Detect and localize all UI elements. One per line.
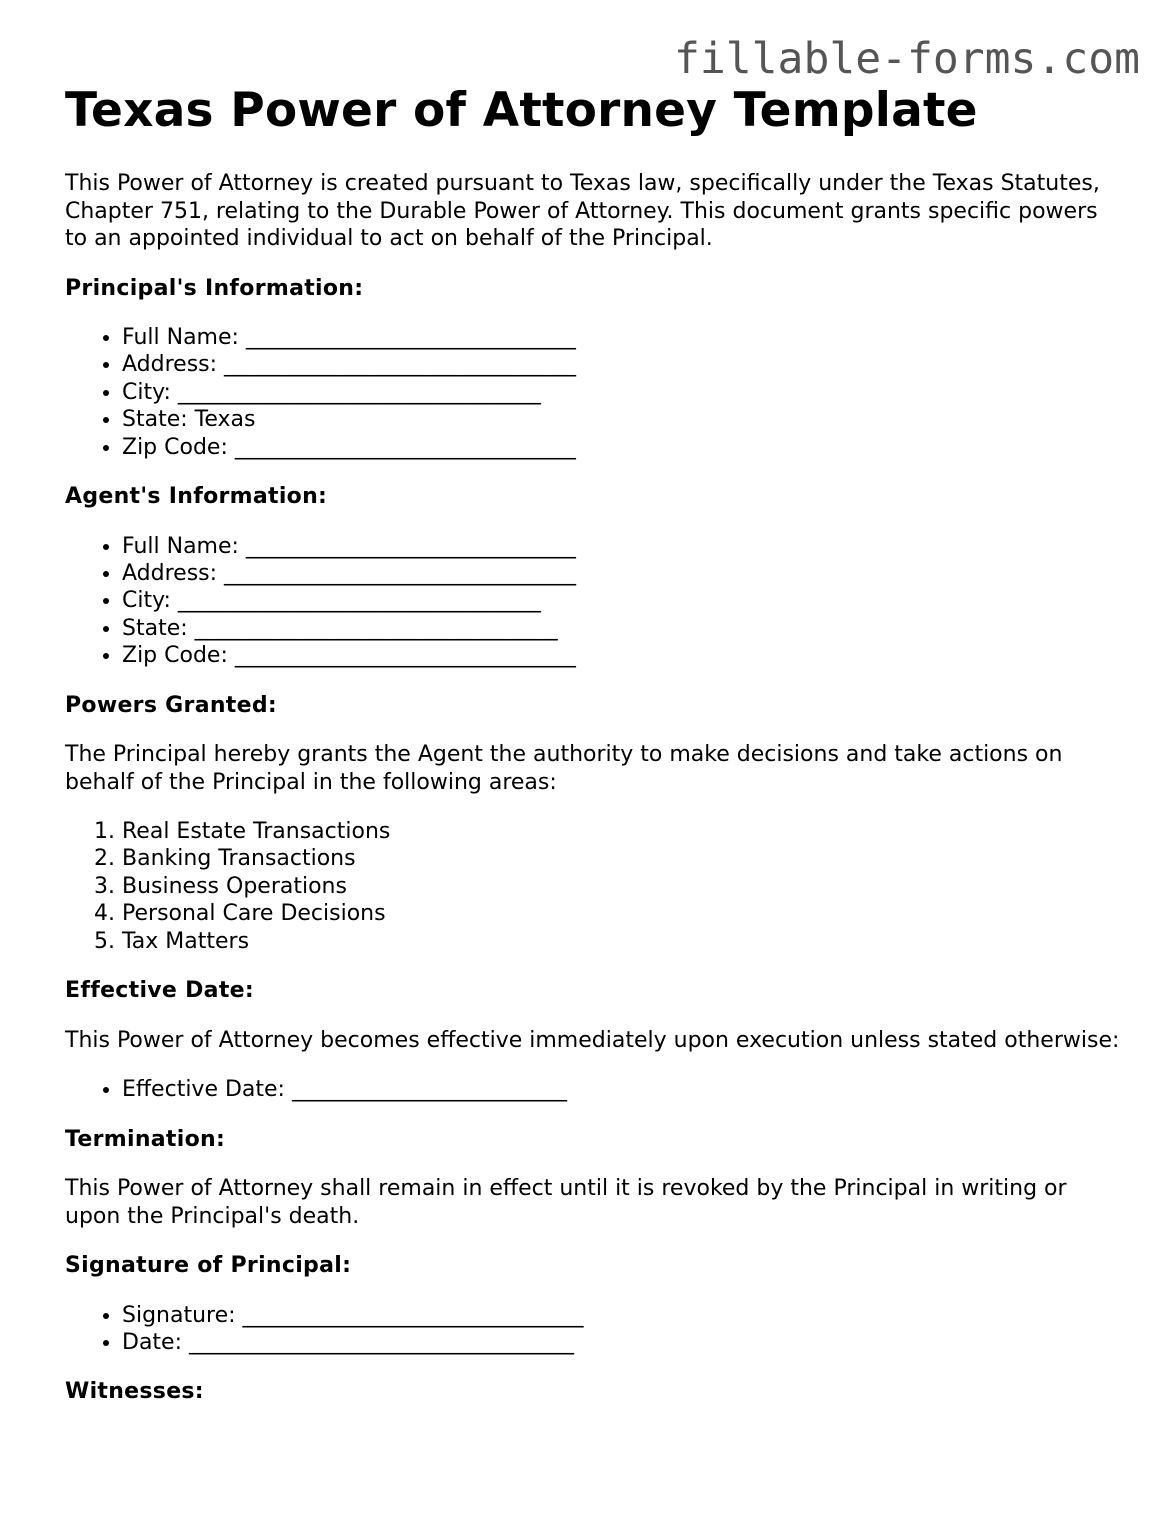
signature-field: • Signature: _______________________________: [122, 1302, 1125, 1329]
power-item: 4. Personal Care Decisions: [122, 900, 1125, 927]
principal-heading: Principal's Information:: [65, 275, 364, 301]
powers-list: [65, 818, 1125, 955]
agent-zip-field: • Zip Code: _______________________________: [122, 642, 1125, 669]
power-item: 3. Business Operations: [122, 873, 1125, 900]
document-page: [65, 82, 1125, 1406]
agent-heading: Agent's Information:: [65, 484, 328, 510]
effective-date-field: • Effective Date: _________________________: [122, 1076, 1125, 1103]
effective-date-list: [65, 1076, 1125, 1103]
power-item: 5. Tax Matters: [122, 928, 1125, 955]
witnesses-heading: Witnesses:: [65, 1379, 204, 1405]
signature-list: [65, 1302, 1125, 1357]
effective-date-paragraph: This Power of Attorney becomes effective immediately upon execution unless stated otherwise:: [65, 1027, 1120, 1053]
agent-info-list: [65, 533, 1125, 670]
principal-full-name-field: • Full Name: ______________________________: [122, 324, 1125, 351]
agent-address-field: • Address: ________________________________: [122, 560, 1125, 587]
effective-date-heading: Effective Date:: [65, 978, 254, 1004]
termination-paragraph: This Power of Attorney shall remain in effect until it is revoked by the Principal in writing or upon the Principal's death.: [65, 1176, 1067, 1229]
signature-date-field: • Date: ___________________________________: [122, 1329, 1125, 1356]
power-item: 1. Real Estate Transactions: [122, 818, 1125, 845]
agent-full-name-field: • Full Name: ______________________________: [122, 533, 1125, 560]
power-item: 2. Banking Transactions: [122, 845, 1125, 872]
principal-zip-field: • Zip Code: _______________________________: [122, 434, 1125, 461]
agent-city-field: • City: _________________________________: [122, 587, 1125, 614]
powers-paragraph: The Principal hereby grants the Agent the authority to make decisions and take actions on behalf of the Principal in the following areas:: [65, 742, 1063, 795]
agent-state-field: • State: _________________________________: [122, 615, 1125, 642]
page-title: Texas Power of Attorney Template: [65, 83, 978, 138]
signature-heading: Signature of Principal:: [65, 1253, 352, 1278]
site-watermark: fillable-forms.com: [674, 34, 1140, 84]
intro-paragraph: This Power of Attorney is created pursuant to Texas law, specifically under the Texas Statutes, Chapter 751, relating to the Durable Power of Attorney. This document grants specific powers to an appointed individual to act on behalf of the Principal.: [65, 171, 1100, 251]
principal-address-field: • Address: ________________________________: [122, 351, 1125, 378]
principal-info-list: [65, 324, 1125, 461]
termination-heading: Termination:: [65, 1126, 226, 1152]
powers-heading: Powers Granted:: [65, 692, 277, 718]
principal-city-field: • City: _________________________________: [122, 379, 1125, 406]
principal-state-field: • State: Texas: [122, 406, 1125, 433]
